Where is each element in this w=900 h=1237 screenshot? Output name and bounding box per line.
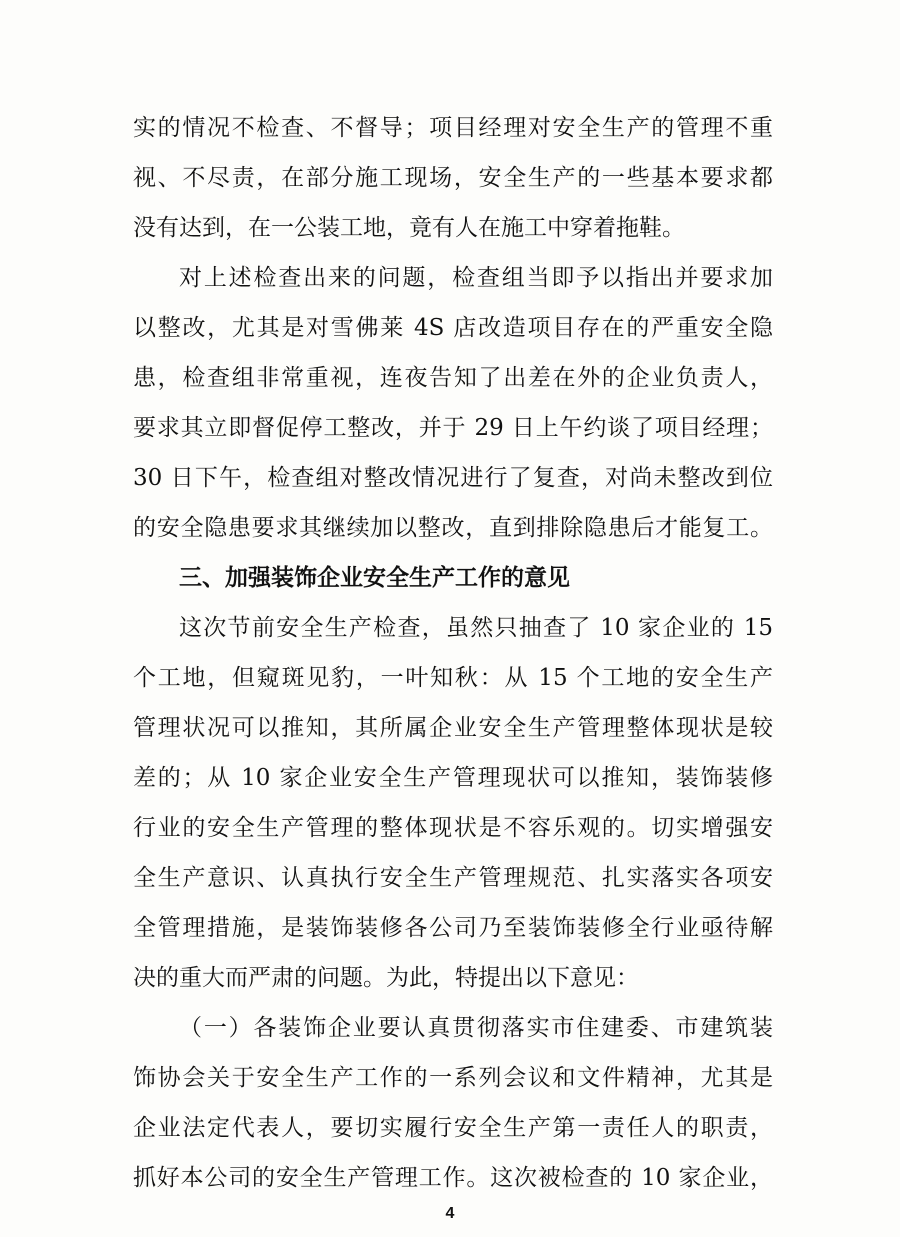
section-heading: 三、加强装饰企业安全生产工作的意见	[179, 564, 570, 591]
text-line: 要求其立即督促停工整改，并于 29 日上午约谈了项目经理；	[133, 415, 773, 441]
text-line: 全管理措施，是装饰装修各公司乃至装饰装修全行业亟待解	[133, 915, 773, 941]
text-line: 视、不尽责，在部分施工现场，安全生产的一些基本要求都	[133, 165, 773, 191]
paragraph-first-line: （一）各装饰企业要认真贯彻落实市住建委、市建筑装	[179, 1015, 773, 1041]
text-line: 企业法定代表人，要切实履行安全生产第一责任人的职责，	[133, 1115, 773, 1141]
paragraph-first-line: 对上述检查出来的问题，检查组当即予以指出并要求加	[179, 265, 773, 291]
text-line: 的安全隐患要求其继续加以整改，直到排除隐患后才能复工。	[133, 515, 773, 541]
text-line: 全生产意识、认真执行安全生产管理规范、扎实落实各项安	[133, 865, 773, 891]
text-line: 以整改，尤其是对雪佛莱 4S 店改造项目存在的严重安全隐	[133, 315, 773, 341]
text-line: 差的；从 10 家企业安全生产管理现状可以推知，装饰装修	[133, 765, 773, 791]
text-line: 抓好本公司的安全生产管理工作。这次被检查的 10 家企业，	[133, 1165, 773, 1191]
text-line: 患，检查组非常重视，连夜告知了出差在外的企业负责人，	[133, 365, 773, 391]
text-line: 实的情况不检查、不督导；项目经理对安全生产的管理不重	[133, 115, 773, 141]
text-line: 决的重大而严肃的问题。为此，特提出以下意见：	[133, 965, 639, 991]
text-line: 没有达到，在一公装工地，竟有人在施工中穿着拖鞋。	[133, 215, 685, 241]
text-line: 管理状况可以推知，其所属企业安全生产管理整体现状是较	[133, 715, 773, 741]
text-line: 30 日下午，检查组对整改情况进行了复查，对尚未整改到位	[133, 465, 773, 491]
page-number: 4	[445, 1205, 455, 1222]
paragraph-first-line: 这次节前安全生产检查，虽然只抽查了 10 家企业的 15	[179, 615, 773, 641]
text-line: 个工地，但窥斑见豹，一叶知秋：从 15 个工地的安全生产	[133, 665, 773, 691]
text-line: 行业的安全生产管理的整体现状是不容乐观的。切实增强安	[133, 815, 773, 841]
text-line: 饰协会关于安全生产工作的一系列会议和文件精神，尤其是	[133, 1065, 773, 1091]
